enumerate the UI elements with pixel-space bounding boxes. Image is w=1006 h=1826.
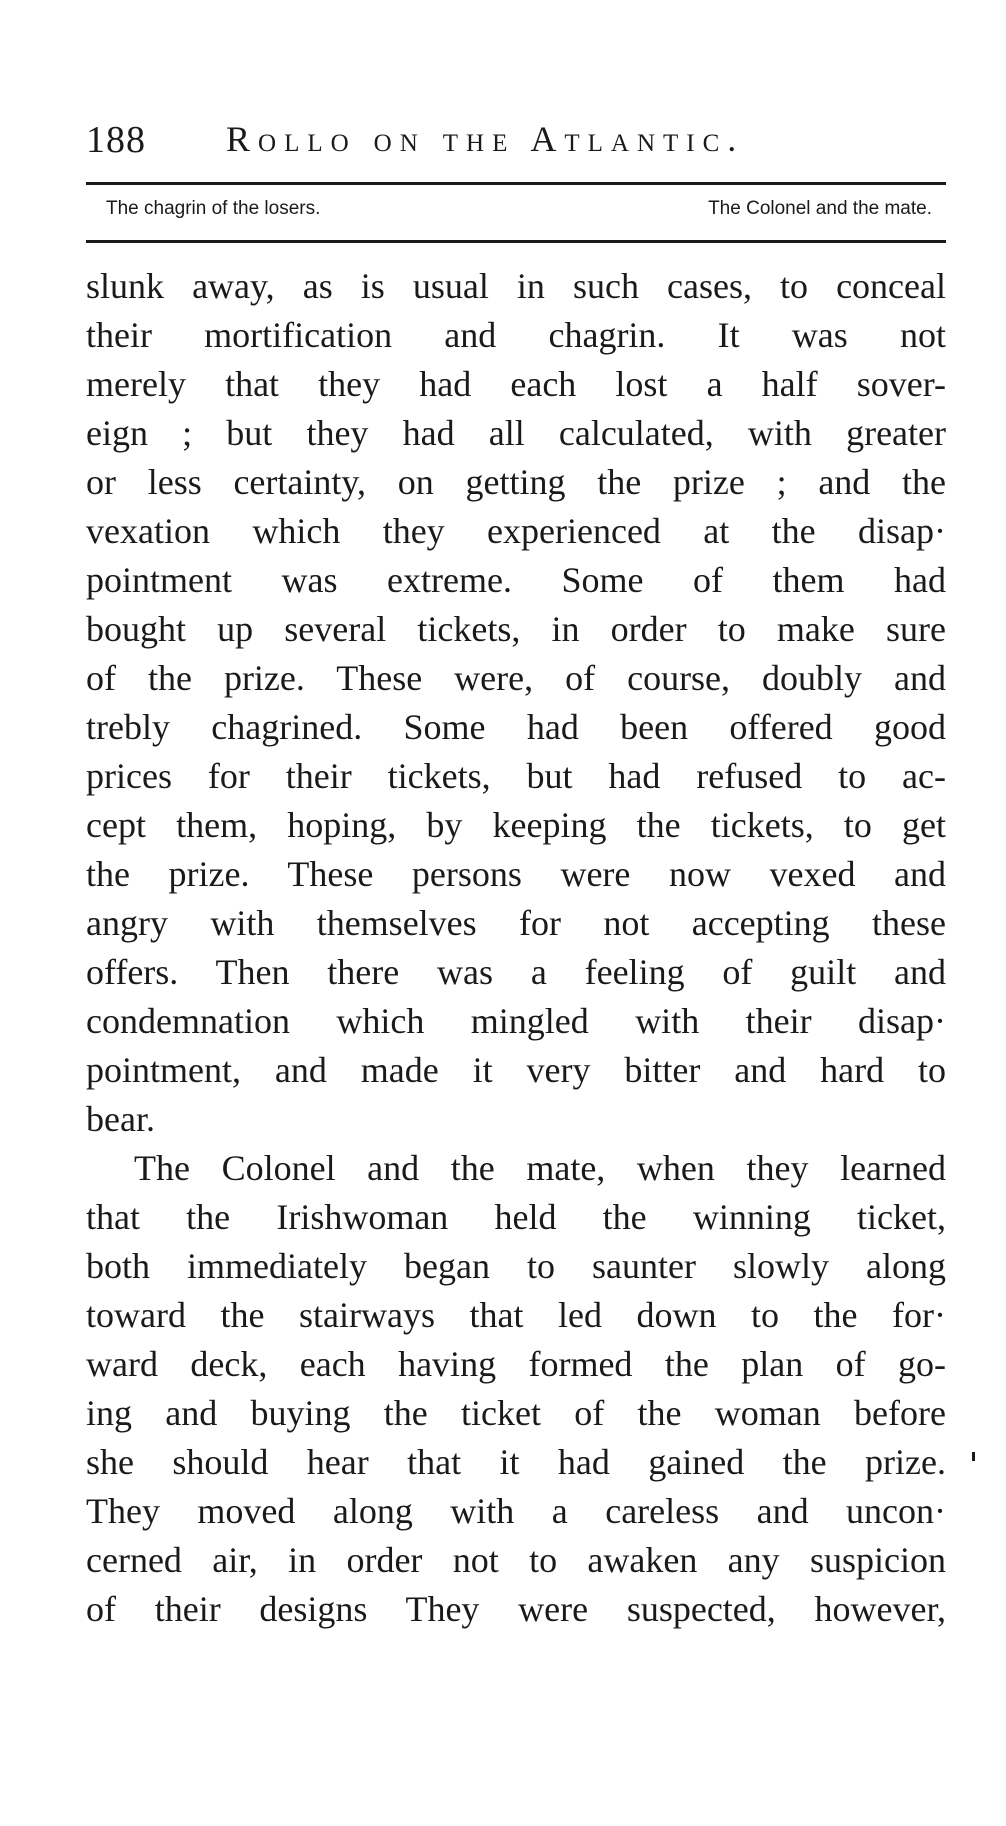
- text-line: pointment, and made it very bitter and hard to: [86, 1050, 946, 1090]
- running-title: Rollo on the Atlantic.: [226, 119, 745, 159]
- text-line: slunk away, as is usual in such cases, to conceal: [86, 266, 946, 306]
- text-line: or less certainty, on getting the prize ; and the: [86, 462, 946, 502]
- text-line: cept them, hoping, by keeping the tickets, to get: [86, 805, 946, 845]
- text-line: cerned air, in order not to awaken any suspicion: [86, 1540, 946, 1580]
- text-line: They moved along with a careless and uncon·: [86, 1491, 946, 1531]
- page-number: 188: [86, 119, 146, 161]
- text-line: eign ; but they had all calculated, with greater: [86, 413, 946, 453]
- subhead-left: The chagrin of the losers.: [106, 198, 321, 219]
- text-line: merely that they had each lost a half sover-: [86, 364, 946, 404]
- section-subheads: [106, 198, 932, 228]
- text-line: pointment was extreme. Some of them had: [86, 560, 946, 600]
- paragraph-1: [86, 262, 946, 1144]
- subhead-right: The Colonel and the mate.: [708, 198, 932, 219]
- text-line: bought up several tickets, in order to make sure: [86, 609, 946, 649]
- page-header: [86, 118, 946, 168]
- text-line: she should hear that it had gained the prize.: [86, 1442, 946, 1482]
- text-line: offers. Then there was a feeling of guilt and: [86, 952, 946, 992]
- text-line: both immediately began to saunter slowly along: [86, 1246, 946, 1286]
- text-line: condemnation which mingled with their disap·: [86, 1001, 946, 1041]
- text-line: vexation which they experienced at the disap·: [86, 511, 946, 551]
- text-line: trebly chagrined. Some had been offered good: [86, 707, 946, 747]
- header-rule-bottom: [86, 240, 946, 243]
- text-line: the prize. These persons were now vexed and: [86, 854, 946, 894]
- text-line: their mortification and chagrin. It was not: [86, 315, 946, 355]
- text-line: that the Irishwoman held the winning ticket,: [86, 1197, 946, 1237]
- margin-mark: [972, 1452, 975, 1461]
- text-line: angry with themselves for not accepting these: [86, 903, 946, 943]
- header-rule-top: [86, 182, 946, 185]
- body-text: [86, 262, 946, 1634]
- text-line: prices for their tickets, but had refused to ac-: [86, 756, 946, 796]
- text-line: ing and buying the ticket of the woman before: [86, 1393, 946, 1433]
- text-line: of their designs They were suspected, however,: [86, 1589, 946, 1629]
- text-line: of the prize. These were, of course, doubly and: [86, 658, 946, 698]
- paragraph-2: [86, 1144, 946, 1634]
- text-line: bear.: [86, 1099, 155, 1139]
- text-line: toward the stairways that led down to the for·: [86, 1295, 946, 1335]
- text-line: ward deck, each having formed the plan of go-: [86, 1344, 946, 1384]
- text-line: The Colonel and the mate, when they learned: [134, 1148, 946, 1188]
